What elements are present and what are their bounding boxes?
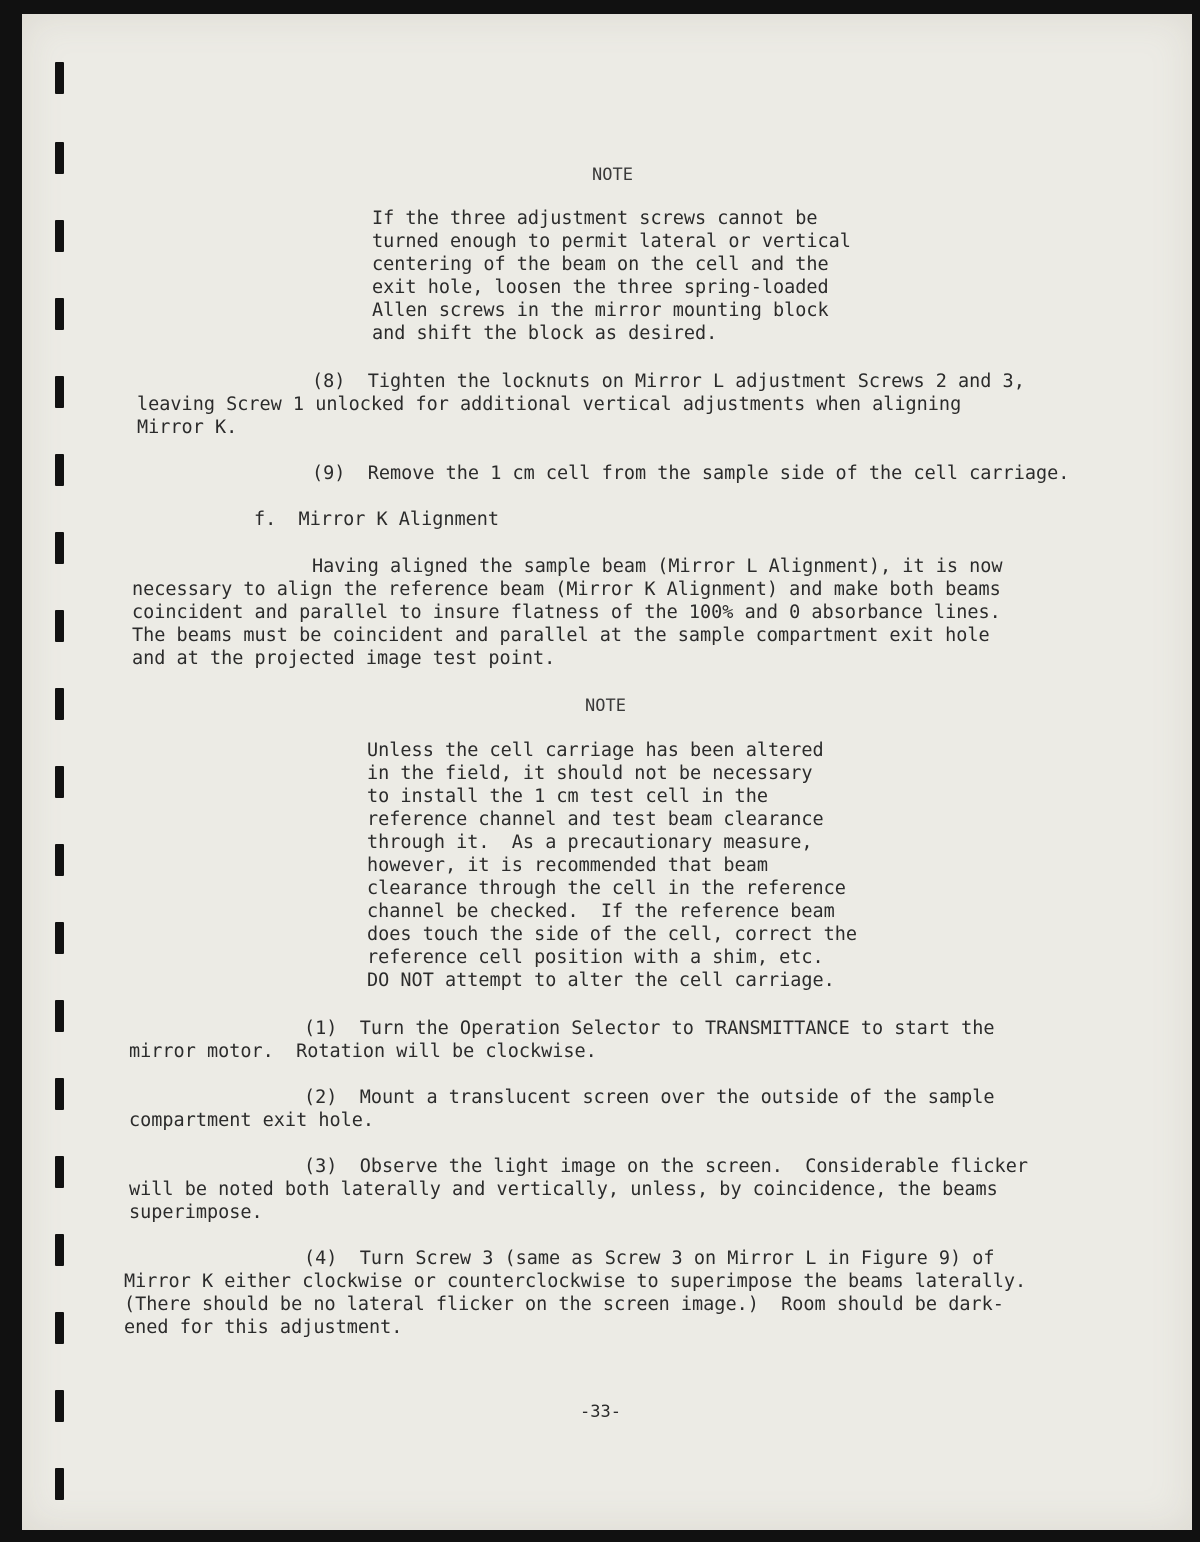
- step-4-line: (4) Turn Screw 3 (same as Screw 3 on Mirror L in Figure 9) of: [304, 1248, 995, 1269]
- note-line: reference cell position with a shim, etc.: [367, 947, 824, 968]
- note-line: turned enough to permit lateral or vertical: [372, 231, 851, 252]
- step-8-line: leaving Screw 1 unlocked for additional vertical adjustments when aligning: [137, 394, 962, 415]
- binding-hole: [55, 1390, 64, 1422]
- document-page: [22, 14, 1192, 1530]
- note-line: Allen screws in the mirror mounting block: [372, 300, 829, 321]
- binding-hole: [55, 1312, 64, 1344]
- note-line: in the field, it should not be necessary: [367, 763, 813, 784]
- note-heading: NOTE: [592, 165, 633, 185]
- intro-line: necessary to align the reference beam (Mirror K Alignment) and make both beams: [132, 579, 1001, 600]
- binding-hole: [55, 688, 64, 720]
- binding-hole: [55, 376, 64, 408]
- binding-hole: [55, 1078, 64, 1110]
- step-1-line: (1) Turn the Operation Selector to TRANSMITTANCE to start the: [304, 1018, 995, 1039]
- binding-hole: [55, 610, 64, 642]
- binding-hole: [55, 1000, 64, 1032]
- page-number: -33-: [580, 1402, 621, 1422]
- note-line: clearance through the cell in the reference: [367, 878, 846, 899]
- binding-hole: [55, 298, 64, 330]
- step-4-line: Mirror K either clockwise or counterclockwise to superimpose the beams laterally.: [124, 1271, 1027, 1292]
- note-line: does touch the side of the cell, correct the: [367, 924, 858, 945]
- binding-hole: [55, 142, 64, 174]
- note-line: however, it is recommended that beam: [367, 855, 768, 876]
- step-9-line: (9) Remove the 1 cm cell from the sample side of the cell carriage.: [312, 463, 1070, 484]
- binding-hole: [55, 1234, 64, 1266]
- binding-hole: [55, 454, 64, 486]
- step-4-line: (There should be no lateral flicker on the screen image.) Room should be dark-: [124, 1294, 1004, 1315]
- note-line: exit hole, loosen the three spring-loaded: [372, 277, 829, 298]
- intro-line: The beams must be coincident and parallel at the sample compartment exit hole: [132, 625, 990, 646]
- binding-hole: [55, 766, 64, 798]
- binding-hole: [55, 1156, 64, 1188]
- step-2-line: (2) Mount a translucent screen over the outside of the sample: [304, 1087, 995, 1108]
- section-heading: f. Mirror K Alignment: [254, 509, 500, 530]
- binding-hole: [55, 62, 64, 94]
- note-line: reference channel and test beam clearance: [367, 809, 824, 830]
- note-line: If the three adjustment screws cannot be: [372, 208, 818, 229]
- step-3-line: (3) Observe the light image on the screen. Considerable flicker: [304, 1156, 1028, 1177]
- note-line: and shift the block as desired.: [372, 323, 718, 344]
- binding-hole: [55, 532, 64, 564]
- intro-line: coincident and parallel to insure flatness of the 100% and 0 absorbance lines.: [132, 602, 1001, 623]
- binding-hole: [55, 1468, 64, 1500]
- step-3-line: superimpose.: [129, 1202, 263, 1223]
- step-8-line: Mirror K.: [137, 417, 238, 438]
- note-line: channel be checked. If the reference beam: [367, 901, 835, 922]
- binding-hole: [55, 220, 64, 252]
- binding-hole: [55, 844, 64, 876]
- step-1-line: mirror motor. Rotation will be clockwise.: [129, 1041, 597, 1062]
- intro-line: Having aligned the sample beam (Mirror L Alignment), it is now: [312, 556, 1003, 577]
- note-line: Unless the cell carriage has been altered: [367, 740, 824, 761]
- step-4-line: ened for this adjustment.: [124, 1317, 403, 1338]
- note-line: to install the 1 cm test cell in the: [367, 786, 768, 807]
- binding-hole: [55, 922, 64, 954]
- note-line: DO NOT attempt to alter the cell carriage.: [367, 970, 835, 991]
- intro-line: and at the projected image test point.: [132, 648, 556, 669]
- note-line: centering of the beam on the cell and the: [372, 254, 829, 275]
- step-8-line: (8) Tighten the locknuts on Mirror L adjustment Screws 2 and 3,: [312, 371, 1025, 392]
- note-line: through it. As a precautionary measure,: [367, 832, 813, 853]
- note-heading: NOTE: [585, 696, 626, 716]
- step-3-line: will be noted both laterally and vertically, unless, by coincidence, the beams: [129, 1179, 998, 1200]
- step-2-line: compartment exit hole.: [129, 1110, 375, 1131]
